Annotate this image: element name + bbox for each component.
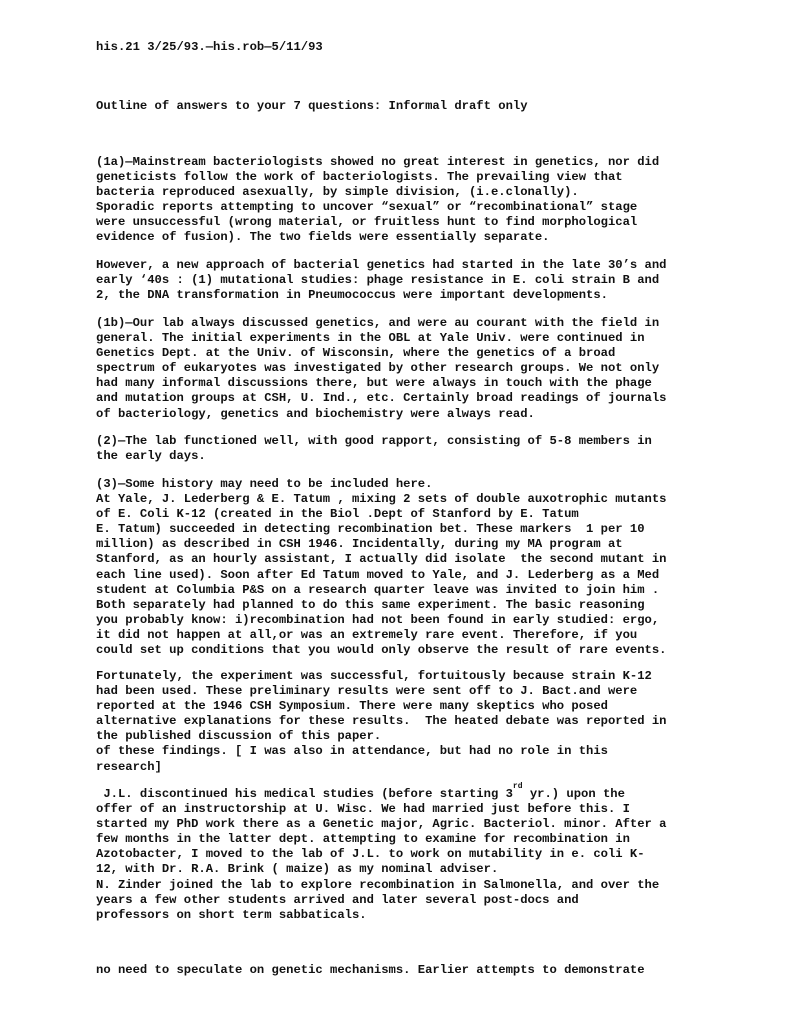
text-line: (1a)—Mainstream bacteriologists showed no great interest in genetics, nor did [96, 155, 660, 169]
text-line: Sporadic reports attempting to uncover “sexual” or “recombinational” stage [96, 200, 638, 215]
text-fragment: yr.) upon the [522, 787, 625, 801]
text-line: were unsuccessful (wrong material, or fruitless hunt to find morphological [96, 215, 638, 230]
text-line: general. The initial experiments in the OBL at Yale Univ. were continued in [96, 331, 645, 346]
document-title: Outline of answers to your 7 questions: Informal draft only [96, 99, 528, 113]
text-line: had many informal discussions there, but were always in touch with the phage [96, 376, 652, 391]
text-line: of these findings. [ I was also in attendance, but had no role in this [96, 744, 608, 759]
text-line: no need to speculate on genetic mechanisms. Earlier attempts to demonstrate [96, 963, 645, 977]
text-line: research] [96, 759, 162, 774]
text-line: each line used). Soon after Ed Tatum moved to Yale, and J. Lederberg as a Med [96, 567, 660, 582]
text-line: you probably know: i)recombination had not been found in early studied: ergo, [96, 612, 660, 627]
text-line: At Yale, J. Lederberg & E. Tatum , mixing 2 sets of double auxotrophic mutants [96, 492, 667, 507]
text-line: evidence of fusion). The two fields were essentially separate. [96, 230, 550, 245]
file-id: his.21 3/25/93.—his.rob—5/11/93 [96, 40, 323, 54]
paragraph-3-continued [96, 669, 736, 775]
text-line: 12, with Dr. R.A. Brink ( maize) as my nominal adviser. [96, 862, 499, 877]
text-line: Both separately had planned to do this same experiment. The basic reasoning [96, 597, 645, 612]
text-line: reported at the 1946 CSH Symposium. There were many skeptics who posed [96, 699, 608, 714]
ordinal-superscript: rd [512, 782, 523, 791]
paragraph-1b [96, 316, 736, 422]
text-line: Fortunately, the experiment was successful, fortuitously because strain K-12 [96, 669, 652, 683]
text-line: it did not happen at all,or was an extremely rare event. Therefore, if you [96, 627, 638, 642]
text-line: bacteria reproduced asexually, by simple division, (i.e.clonally). [96, 185, 579, 200]
paragraph-1a [96, 155, 736, 246]
text-line: offer of an instructorship at U. Wisc. We had married just before this. I [96, 802, 630, 817]
text-line: few months in the latter dept. attempting to examine for recombination in [96, 832, 630, 847]
text-line: could set up conditions that you would only observe the result of rare events. [96, 643, 667, 658]
document-title-block [96, 99, 736, 114]
text-line: student at Columbia P&S on a research quarter leave was invited to join him . [96, 582, 660, 597]
text-line: 2, the DNA transformation in Pneumococcus were important developments. [96, 288, 608, 303]
text-line: E. Tatum) succeeded in detecting recombination bet. These markers 1 per 10 [96, 522, 645, 537]
text-fragment: J.L. discontinued his medical studies (before starting 3 [96, 787, 513, 801]
text-line: alternative explanations for these results. The heated debate was reported in [96, 714, 667, 729]
footer-fragment [96, 963, 736, 978]
text-line: the early days. [96, 449, 206, 464]
text-line: of E. Coli K-12 (created in the Biol .Dept of Stanford by E. Tatum [96, 507, 579, 522]
text-line: However, a new approach of bacterial genetics had started in the late 30’s and [96, 258, 667, 272]
text-line: had been used. These preliminary results were sent off to J. Bact.and were [96, 684, 638, 699]
text-line: million) as described in CSH 1946. Incidentally, during my MA program at [96, 537, 623, 552]
text-line: started my PhD work there as a Genetic major, Agric. Bacteriol. minor. After a [96, 817, 667, 832]
text-line: (2)—The lab functioned well, with good rapport, consisting of 5-8 members in [96, 434, 652, 448]
text-line [96, 782, 736, 802]
text-line: (1b)—Our lab always discussed genetics, and were au courant with the field in [96, 316, 660, 330]
paragraph-2 [96, 434, 736, 464]
file-id-line [96, 40, 736, 55]
text-line: Azotobacter, I moved to the lab of J.L. to work on mutability in e. coli K- [96, 847, 645, 862]
paragraph-3-history [96, 782, 736, 923]
text-line: Genetics Dept. at the Univ. of Wisconsin, where the genetics of a broad [96, 346, 616, 361]
text-line: years a few other students arrived and later several post-docs and [96, 892, 579, 907]
text-line: professors on short term sabbaticals. [96, 907, 367, 922]
text-line: and mutation groups at CSH, U. Ind., etc. Certainly broad readings of journals [96, 391, 667, 406]
text-line: early ‘40s : (1) mutational studies: phage resistance in E. coli strain B and [96, 273, 660, 288]
text-line: (3)—Some history may need to be included here. [96, 477, 433, 491]
text-line: geneticists follow the work of bacteriologists. The prevailing view that [96, 170, 623, 185]
text-line: the published discussion of this paper. [96, 729, 382, 744]
paragraph-1a-continued [96, 258, 736, 303]
text-line: of bacteriology, genetics and biochemistry were always read. [96, 406, 535, 421]
text-line: spectrum of eukaryotes was investigated by other research groups. We not only [96, 361, 660, 376]
text-line: N. Zinder joined the lab to explore recombination in Salmonella, and over the [96, 877, 660, 892]
paragraph-3 [96, 477, 736, 658]
text-line: Stanford, as an hourly assistant, I actually did isolate the second mutant in [96, 552, 667, 567]
